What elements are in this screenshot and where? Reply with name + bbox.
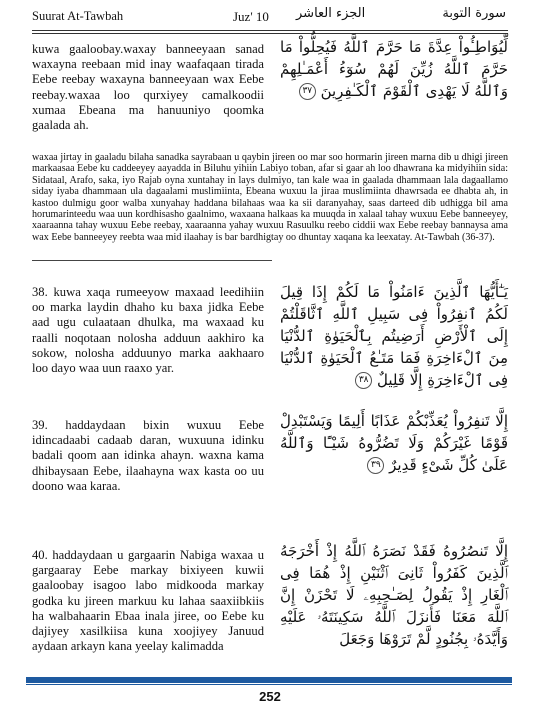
verse-39-translation: 39. haddaydaan bixin wuxuu Eebe idincadaabi cadaab daran, wuxuuna idinku badali qoom aan idinka ahayn. waxna kama dhibaysaan Eebe, ilaahayna wax kasta oo uu doono waa karaa. (32, 418, 264, 493)
verse-number-badge: ٣٨ (355, 372, 372, 389)
header-divider (32, 33, 508, 34)
commentary: waxaa jirtay in gaaladu bilaha sanadka sayrabaan u qaybin jireen oo mar soo hormarin jireen marna dib u dhigi jireen markaasaa Eebe ku caddeeyey aayadda in Biluhu yihiin Labiyo toban, afar si gaar ah loo dhawrana ka midyihiin sida: Sidataal, Arafo, saka, iyo Rajab oyna xuntahay in lays dulmiyo, tan kale waa in gaalada dhammaan lala dagaallamo siday iyaba dhammaan ula dagaalami muslimiinta, Ebeana wuxuu la jiraa muslimiinta dhawrsada ee dhabta ah, in kastoo dulmigu goor walba xunyahay haddana bilahaas waa ka sii daranyahay, saas darteed dib udhigga bil ama horumarinteedu waa uun kordhisasho gaalnimo, waxaana halkaas ka muuqda in xalaal tahay wuxuu Eebe banneeyey, xaaraanna tahay wuxuu Eebe reebay, xaaraanna yahay wuxuu Rasuulku reebo ciddii wax Eebe reebay bannaysa ama wax Eebe banneeyey reebta waa mid ilaahay is bar bardhigtay oo dhuntay xaqana ka leexatay. At-Tawbah (36-37). (32, 152, 508, 243)
verse-37-arabic-text: لِّيُوَاطِـُٔواْ عِدَّةَ مَا حَرَّمَ ٱللَّهُ فَيُحِلُّواْ مَا حَرَّمَ ٱللَّهُ زُيِّنَ لَهُمْ سُوٓءُ أَعْمَـٰلِهِمْ وَٱللَّهُ لَا يَهْدِى ٱلْقَوْمَ ٱلْكَـٰفِرِينَ (280, 38, 508, 100)
verse-38-translation: 38. kuwa xaqa rumeeyow maxaad leedihiin oo marka laydin dhaho ku baxa jidka Eebe aad ugu culaataan dhulka, ma waxaad ku raalli noqotaan nolosha adduun aakhiro ka sokow, nolosha adduunyo marka aakhaaro loo dayo waa uun raaxo yar. (32, 285, 264, 376)
verse-40-arabic-text: إِلَّا تَنصُرُوهُ فَقَدْ نَصَرَهُ ٱللَّهُ إِذْ أَخْرَجَهُ ٱلَّذِينَ كَفَرُواْ ثَانِىَ ٱثْنَيْنِ إِذْ هُمَا فِى ٱلْغَارِ إِذْ يَقُولُ لِصَـٰحِبِهِۦ لَا تَحْزَنْ إِنَّ ٱللَّهَ مَعَنَا فَأَنزَلَ ٱللَّهُ سَكِينَتَهُۥ عَلَيْهِ وَأَيَّدَهُۥ بِجُنُودٍ لَّمْ تَرَوْهَا وَجَعَلَ (280, 542, 508, 648)
verse-number-badge: ٣٧ (299, 83, 316, 100)
footer-bar (26, 684, 512, 685)
juz-label-arabic: الجزء العاشر (296, 6, 366, 21)
juz-label: Juz' 10 (233, 9, 269, 24)
verse-40-arabic (280, 540, 508, 650)
verse-number-badge: ٣٩ (367, 457, 384, 474)
verse-37-translation: kuwa gaaloobay.waxay banneeyaan sanad waxayna reebaan mid inay waafaqaan tirada Eebe reebay waxayna banneeyaan wax Eebe reebay.waxaa loo qurxiyey camalkoodii xumaa Ebeana ma hanuuniyo qoomka gaalada ah. (32, 42, 264, 133)
verse-40-translation: 40. haddaydaan u gargaarin Nabiga waxaa u gargaaray Eebe markay bixiyeen kuwii gaaloobay isagoo labo midkooda markay godka ku jireen markuu ku lahaa saaxiibkiis ha walbahaarin Ebaa inala jiree, oo Eebe ku dajiyey xasilkiisa kuna xoojiyey Januud aydaan arkayn kana yeelay kalimadda (32, 548, 264, 654)
header-divider (32, 30, 508, 31)
page-number: 252 (259, 689, 281, 704)
verse-39-arabic-text: إِلَّا تَنفِرُواْ يُعَذِّبْكُمْ عَذَابًا أَلِيمًا وَيَسْتَبْدِلْ قَوْمًا غَيْرَكُمْ وَلَا تَضُرُّوهُ شَيْـًٔا وَٱللَّهُ عَلَىٰ كُلِّ شَىْءٍ قَدِيرٌ (280, 412, 508, 474)
commentary-divider (32, 260, 272, 261)
footer-bar (26, 677, 512, 683)
verse-38-arabic (280, 281, 508, 391)
sura-name: Suurat At-Tawbah (32, 9, 124, 23)
sura-name-arabic: سورة التوبة (442, 6, 506, 21)
verse-39-arabic (280, 410, 508, 476)
verse-37-arabic (280, 36, 508, 102)
page-header (28, 6, 510, 28)
verse-38-arabic-text: يَـٰٓأَيُّهَا ٱلَّذِينَ ءَامَنُواْ مَا لَكُمْ إِذَا قِيلَ لَكُمُ ٱنفِرُواْ فِى سَبِيلِ ٱللَّهِ ٱثَّاقَلْتُمْ إِلَى ٱلْأَرْضِ أَرَضِيتُم بِٱلْحَيَوٰةِ ٱلدُّنْيَا مِنَ ٱلْءَاخِرَةِ فَمَا مَتَـٰعُ ٱلْحَيَوٰةِ ٱلدُّنْيَا فِى ٱلْءَاخِرَةِ إِلَّا قَلِيلٌ (280, 283, 508, 389)
